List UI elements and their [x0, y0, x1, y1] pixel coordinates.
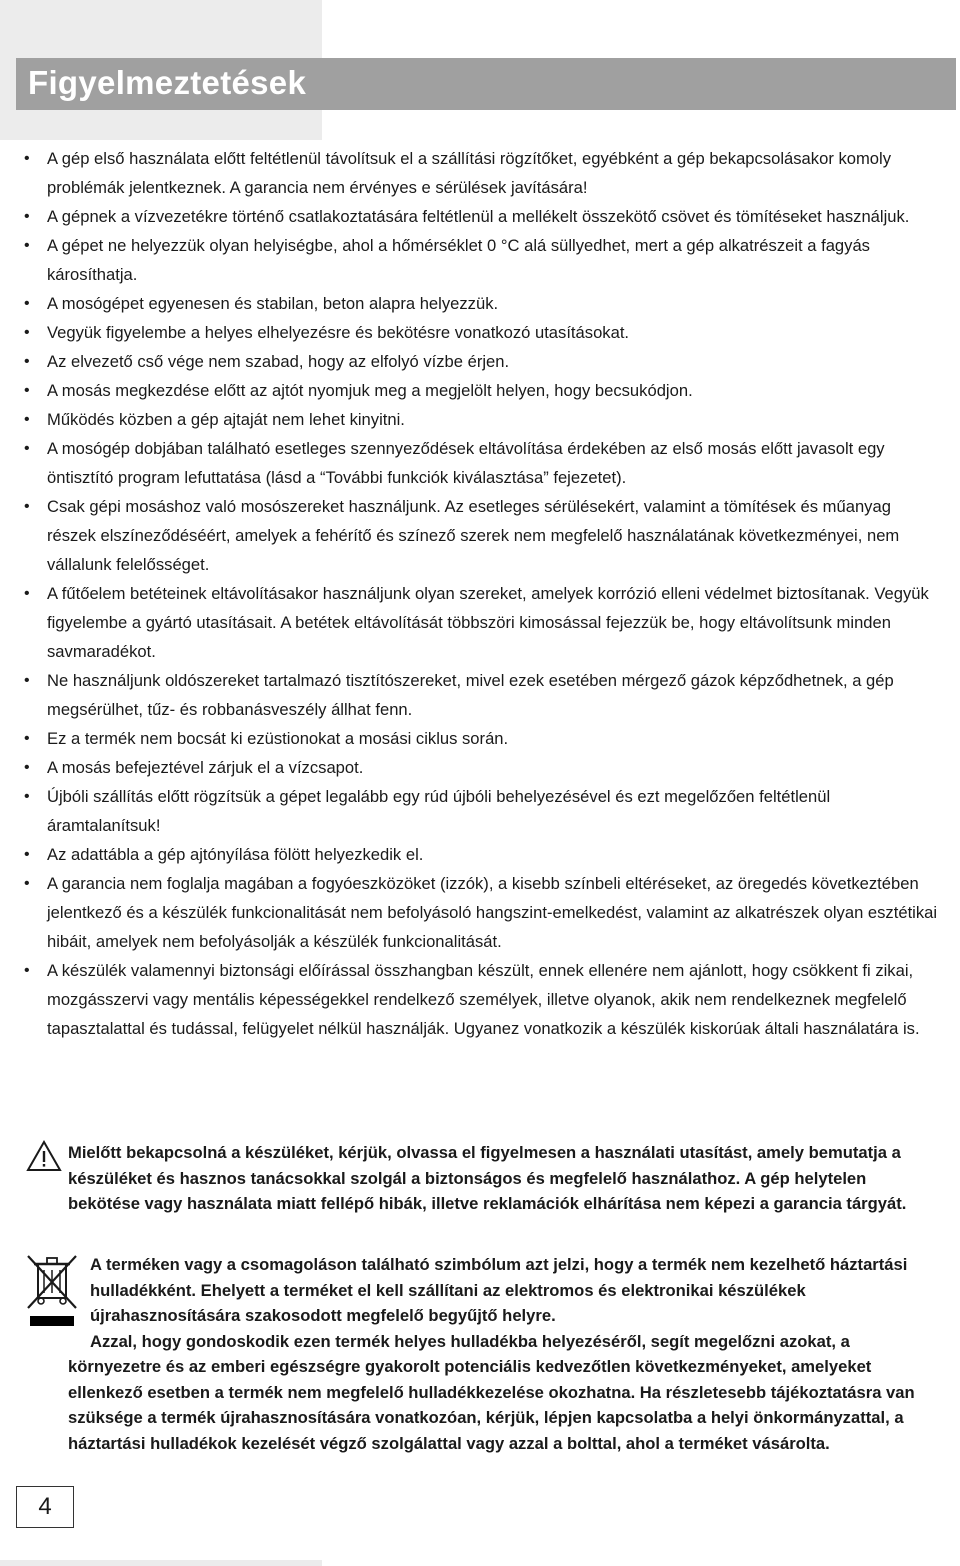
bullet-icon: • [24, 962, 30, 979]
bullet-icon: • [24, 440, 30, 457]
page-number-box [16, 1486, 74, 1528]
warnings-list [24, 144, 942, 1043]
list-item-text: Ne használjunk oldószereket tartalmazó tisztítószereket, mivel ezek esetében mérgező gázok képződhetnek, a gép megsérülhet, tűz- és robbanásveszély állhat fenn. [47, 671, 894, 719]
list-item [24, 782, 942, 840]
list-item-text: A mosógépet egyenesen és stabilan, beton alapra helyezzük. [47, 294, 499, 313]
list-item-text: A gép első használata előtt feltétlenül távolítsuk el a szállítási rögzítőket, egyébként a gép bekapcsolásakor komoly problémák jelentkeznek. A garancia nem érvényes e sérülések javítására! [47, 149, 892, 197]
page-number: 4 [38, 1493, 52, 1520]
weee-notice [22, 1252, 940, 1456]
warning-notice [22, 1140, 940, 1217]
warning-triangle-icon [26, 1140, 62, 1172]
list-item [24, 347, 942, 376]
list-item [24, 753, 942, 782]
list-item [24, 840, 942, 869]
list-item-text: Működés közben a gép ajtaját nem lehet kinyitni. [47, 410, 405, 429]
weee-notice-text-1: A terméken vagy a csomagoláson található szimbólum azt jelzi, hogy a termék nem kezelhető háztartási hulladékként. Ehelyett a terméket el kell szállítani az elektromos és elektronikai készülékek újrahasznosítására szakosodott megfelelő begyűjtő helyre. [90, 1255, 908, 1325]
crossed-out-bin-icon [24, 1250, 80, 1340]
list-item-text: A mosás befejeztével zárjuk el a vízcsapot. [47, 758, 364, 777]
list-item [24, 202, 942, 231]
list-item [24, 724, 942, 753]
bullet-icon: • [24, 672, 30, 689]
bullet-icon: • [24, 324, 30, 341]
bullet-icon: • [24, 353, 30, 370]
list-item [24, 869, 942, 956]
document-number [0, 1435, 14, 1505]
list-item-text: A gépnek a vízvezetékre történő csatlakoztatására feltétlenül a mellékelt összekötő csövet és tömítéseket használjuk. [47, 207, 910, 226]
list-item [24, 376, 942, 405]
list-item-text: Az elvezető cső vége nem szabad, hogy az elfolyó vízbe érjen. [47, 352, 510, 371]
bullet-icon: • [24, 788, 30, 805]
page-title: Figyelmeztetések [28, 64, 307, 101]
warning-notice-text: Mielőtt bekapcsolná a készüléket, kérjük, olvassa el figyelmesen a használati utasítást, amely bemutatja a készüléket és hasznos tanácsokkal szolgál a biztonságos és megfelelő használathoz. A gép helytelen bekötése vagy használata miatt fellépő hibák, illetve reklamációk elhárítása nem képezi a garancia tárgyát. [68, 1143, 907, 1213]
bullet-icon: • [24, 759, 30, 776]
list-item-text: A mosógép dobjában található esetleges szennyeződések eltávolítása érdekében az első mosás előtt javasolt egy öntisztító program lefuttatása (lásd a “További funkciók kiválasztása” fejezetet). [47, 439, 885, 487]
list-item [24, 289, 942, 318]
list-item [24, 579, 942, 666]
list-item-text: A gépet ne helyezzük olyan helyiségbe, ahol a hőmérséklet 0 °C alá süllyedhet, mert a gép alkatrészeit a fagyás károsíthatja. [47, 236, 870, 284]
list-item-text: Az adattábla a gép ajtónyílása fölött helyezkedik el. [47, 845, 424, 864]
list-item-text: Ez a termék nem bocsát ki ezüstionokat a mosási ciklus során. [47, 729, 509, 748]
list-item-text: Újbóli szállítás előtt rögzítsük a gépet legalább egy rúd újbóli behelyezésével és ezt megelőzően feltétlenül áramtalanítsuk! [47, 787, 831, 835]
list-item [24, 434, 942, 492]
bullet-icon: • [24, 411, 30, 428]
list-item [24, 144, 942, 202]
content-area [0, 140, 960, 1560]
bullet-icon: • [24, 585, 30, 602]
title-bar [16, 58, 956, 110]
list-item [24, 318, 942, 347]
bullet-icon: • [24, 730, 30, 747]
bullet-icon: • [24, 846, 30, 863]
list-item-text: Vegyük figyelembe a helyes elhelyezésre és bekötésre vonatkozó utasításokat. [47, 323, 630, 342]
list-item-text: A készülék valamennyi biztonsági előírással összhangban készült, ennek ellenére nem ajánlott, hogy csökkent fi zikai, mozgásszervi vagy mentális képességekkel rendelkező személyek, illetve olyanok, akik nem rendelkeznek megfelelő tapasztalattal és tudással, felügyelet nélkül használják. Ugyanez vonatkozik a készülék kiskorúak általi használatára is. [47, 961, 920, 1038]
bullet-icon: • [24, 150, 30, 167]
bullet-icon: • [24, 208, 30, 225]
list-item [24, 231, 942, 289]
bullet-icon: • [24, 382, 30, 399]
weee-notice-text-2-visible [22, 1329, 940, 1457]
list-item [24, 492, 942, 579]
weee-notice-text-2-body: Azzal, hogy gondoskodik ezen termék helyes hulladékba helyezéséről, segít megelőzni azokat, a környezetre és az emberi egészségre gyakorolt potenciális kedvezőtlen következményeket, amelyeket ellenkező esetben a termék nem megfelelő hulladékkezelése okozhatna. Ha részletesebb tájékoztatásra van szüksége a termék újrahasznosítására vonatkozóan, kérjük, lépjen kapcsolatba a helyi önkormányzattal, a háztartási hulladékok kezelését végző szolgálattal vagy azzal a bolttal, ahol a terméket vásárolta. [68, 1331, 915, 1453]
list-item-text: Csak gépi mosáshoz való mosószereket használjunk. Az esetleges sérülésekért, valamint a tömítések és műanyag részek elszíneződéséért, amelyek a fehérítő és színező szerek nem megfelelő használatának következményei, nem vállalunk felelősséget. [47, 497, 900, 574]
list-item-text: A garancia nem foglalja magában a fogyóeszközöket (izzók), a kisebb színbeli eltéréseket, az öregedés következtében jelentkező és a készülék funkcionalitását nem befolyásoló hangszint-emelkedést, valamint az alkatrészek olyan esztétikai hibáit, amelyek nem befolyásolják a készülék funkcionalitását. [47, 874, 938, 951]
bullet-icon: • [24, 295, 30, 312]
list-item-text: A mosás megkezdése előtt az ajtót nyomjuk meg a megjelölt helyen, hogy becsukódjon. [47, 381, 693, 400]
list-item [24, 405, 942, 434]
bullet-icon: • [24, 498, 30, 515]
list-item [24, 666, 942, 724]
bullet-icon: • [24, 875, 30, 892]
bullet-icon: • [24, 237, 30, 254]
list-item [24, 956, 942, 1043]
weee-symbol [24, 1250, 80, 1340]
list-item-text: A fűtőelem betéteinek eltávolításakor használjunk olyan szereket, amelyek korrózió elleni védelmet biztosítanak. Vegyük figyelembe a gyártó utasításait. A betétek eltávolítását többszöri kimosással fejezzük be, hogy eltávolítsunk minden savmaradékot. [47, 584, 929, 661]
